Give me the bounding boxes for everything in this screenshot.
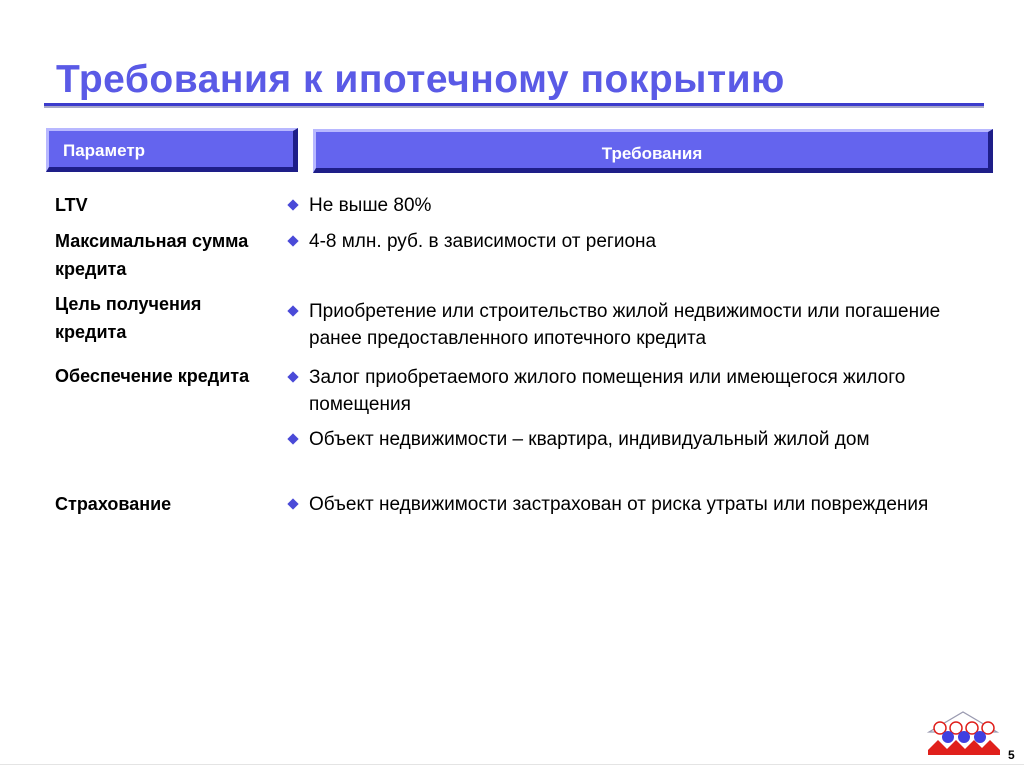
bullet-purpose: [289, 298, 969, 352]
diamond-bullet-icon: [287, 305, 298, 316]
diamond-bullet-icon: [287, 235, 298, 246]
row-label-insurance: Страхование: [55, 494, 172, 514]
row-label-collateral: Обеспечение кредита: [55, 366, 250, 386]
bullet-text: Объект недвижимости застрахован от риска утраты или повреждения: [309, 494, 929, 515]
bullet-text: 4-8 млн. руб. в зависимости от региона: [309, 231, 657, 252]
header-parameter-label: Параметр: [63, 141, 146, 160]
page-number: 5: [1008, 748, 1015, 762]
diamond-bullet-icon: [287, 199, 298, 210]
row-label-purpose: Цель получения кредита: [55, 294, 202, 342]
slide-title: Требования к ипотечному покрытию: [56, 58, 785, 101]
footer-rule: [0, 764, 1024, 765]
bullet-ltv: [289, 192, 969, 219]
header-parameter: [46, 128, 298, 172]
bullet-text: Приобретение или строительство жилой недвижимости или погашение ранее предоставленного ипотечного кредита: [309, 301, 941, 349]
diamond-bullet-icon: [287, 371, 298, 382]
header-requirements-label: Требования: [601, 144, 703, 163]
bullet-insurance: [289, 491, 969, 518]
title-underline: [44, 103, 984, 108]
bullet-text: Объект недвижимости – квартира, индивидуальный жилой дом: [309, 429, 870, 450]
bullet-collateral-1: [289, 364, 969, 418]
row-label-ltv: LTV: [55, 195, 88, 215]
bullet-max-amount: [289, 228, 969, 255]
diamond-bullet-icon: [287, 498, 298, 509]
house-logo-icon: [926, 710, 1000, 756]
bullet-text: Не выше 80%: [309, 195, 432, 216]
bullet-collateral-2: [289, 426, 969, 453]
diamond-bullet-icon: [287, 433, 298, 444]
header-requirements: [313, 129, 993, 173]
bullet-text: Залог приобретаемого жилого помещения или имеющегося жилого помещения: [309, 367, 906, 415]
row-label-max-amount: Максимальная сумма кредита: [55, 231, 249, 279]
